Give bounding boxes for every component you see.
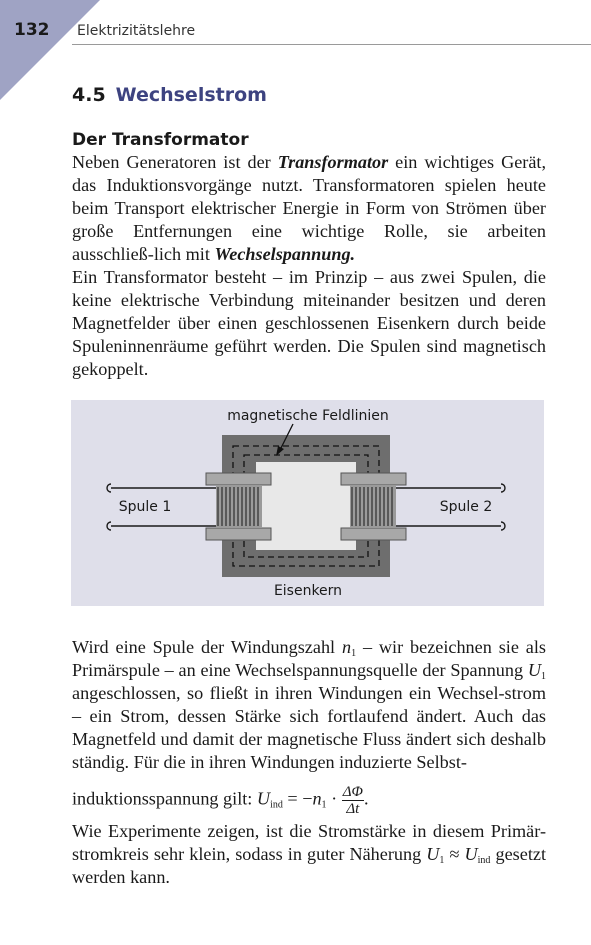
coil-1-flange-top	[206, 473, 271, 485]
subscript: ind	[477, 855, 491, 866]
running-title: Elektrizitätslehre	[77, 23, 196, 39]
label-iron-core: Eisenkern	[273, 583, 343, 599]
section-title: Wechselstrom	[115, 84, 267, 106]
text-run: gesetzt werden kann.	[72, 844, 547, 887]
transformer-figure	[71, 400, 544, 606]
label-coil-2: Spule 2	[439, 499, 493, 515]
subscript: ind	[270, 799, 283, 811]
terminal-left-bottom	[107, 522, 111, 530]
terminal-right-bottom	[501, 522, 505, 530]
fraction	[342, 784, 364, 817]
paragraph-intro	[72, 151, 546, 266]
label-coil-1: Spule 1	[118, 499, 172, 515]
symbol-u: U	[464, 844, 478, 864]
terminal-right-top	[501, 484, 505, 492]
symbol-u: U	[256, 788, 271, 809]
text-run: Wie Experimente zeigen, ist die Stromstärke in diesem Primär-stromkreis sehr klein, sodass in guter Näherung	[72, 821, 546, 864]
symbol-u: U	[426, 844, 440, 864]
subscript: 1	[351, 648, 357, 659]
subscript: 1	[541, 671, 546, 682]
text-run: induktionsspannung gilt:	[72, 788, 257, 809]
coil-1	[206, 473, 271, 540]
coil-1-winding-body	[216, 485, 262, 528]
symbol-n: n	[341, 637, 352, 657]
fraction-numerator: ΔΦ	[342, 784, 363, 800]
page-number: 132	[14, 20, 50, 40]
paragraph-construction: Ein Transformator besteht – im Prinzip – aus zwei Spulen, die keine elektrische Verbindung miteinander besitzen und deren Magnetfelder über einen geschlossenen Eisenkern durch beide Spuleninnenräume geführt werden. Die Spulen sind magnetisch gekoppelt.	[72, 267, 546, 379]
coil-2-winding-body	[350, 485, 396, 528]
coil-2-flange-top	[341, 473, 406, 485]
transformer-diagram	[71, 400, 544, 606]
text-run: = −	[282, 788, 313, 809]
fraction-denominator: Δt	[346, 801, 360, 817]
text-run: Wird eine Spule der Windungszahl	[72, 637, 342, 657]
term-wechselspannung: Wechselspannung.	[214, 244, 356, 264]
text-run: ein wichtiges Gerät, das Induktionsvorgänge nutzt. Transformatoren spielen heute beim Transport elektrischer Energie in Form von Strömen über große Entfernungen eine wichtige Rolle, sie arbeiten ausschließ-lich mit	[72, 152, 546, 264]
paragraph-primary-coil	[72, 636, 546, 774]
subheading: Der Transformator	[72, 130, 249, 150]
coil-2	[341, 473, 406, 540]
section-heading	[72, 84, 267, 106]
coil-2-flange-bottom	[341, 528, 406, 540]
paragraph-approximation	[72, 820, 546, 889]
coil-1-flange-bottom	[206, 528, 271, 540]
text-run: angeschlossen, so fließt in ihren Windungen ein Wechsel-strom – ein Strom, dessen Stärke sich fortlaufend ändert. Auch das Magnetfeld und damit der magnetische Fluss ändert sich deshalb ständig. Für die in ihren Windungen induzierte Selbst-	[72, 683, 546, 772]
text-run: – wir bezeichnen sie als Primärspule – an eine Wechselspannungsquelle der Spannung	[72, 637, 546, 680]
text-run: ≈	[444, 844, 465, 864]
text-run: Neben Generatoren ist der	[72, 152, 278, 172]
text-run: .	[363, 788, 369, 809]
subscript: 1	[439, 855, 445, 866]
text-run: ·	[326, 788, 342, 809]
symbol-n: n	[312, 788, 322, 809]
section-number: 4.5	[72, 84, 106, 106]
term-transformator: Transformator	[277, 152, 389, 172]
formula-line	[72, 784, 546, 817]
symbol-u: U	[527, 660, 541, 680]
subscript: 1	[321, 799, 327, 811]
terminal-left-top	[107, 484, 111, 492]
label-field-lines: magnetische Feldlinien	[227, 408, 389, 424]
header-rule	[72, 44, 591, 45]
